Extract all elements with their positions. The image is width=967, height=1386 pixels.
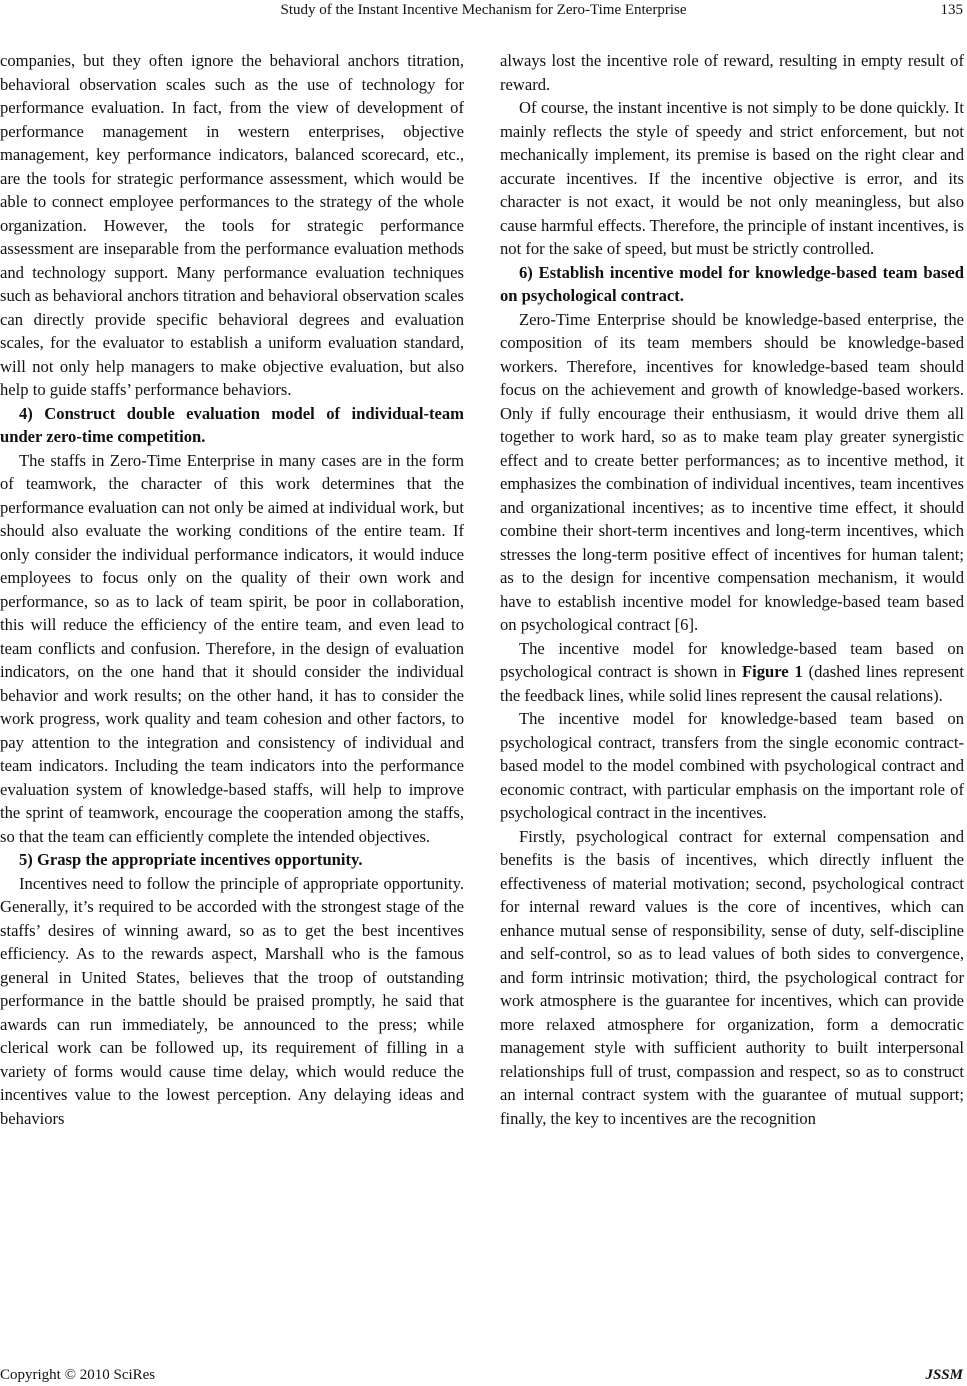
paragraph-continued-right: always lost the incentive role of reward, resulting in empty result of reward. [500,51,964,94]
page-number: 135 [940,2,963,18]
figure-ref-pre: The incentive model for knowledge-based team based on psychological contract is shown in [500,638,964,681]
section-heading-5: 5) Grasp the appropriate incentives opportunity. [19,850,363,869]
paragraph-model-transfer: The incentive model for knowledge-based team based on psychological contract, transfers from the single economic contract-based model to the model combined with psychological contract and economic contract, with particular emphasis on the important role of psychological contract in the incentives. [500,709,964,822]
figure-1-link[interactable]: Figure 1 [741,662,803,681]
paragraph-knowledge-team: Zero-Time Enterprise should be knowledge-based enterprise, the composition of its team members should be knowledge-based workers. Therefore, incentives for knowledge-based team should focus on the achievement and growth of knowledge-based workers. Only if fully encourage their enthusiasm, it would drive them all together to work hard, so as to make team play greater synergistic effect and to create better performances; as to incentive method, it emphasizes the combination of individual incentives, team incentives and organizational incentives; as to incentive time effect, it should combine their short-term incentives and long-term incentives, which stresses the long-term positive effect of incentives for human talent; as to the design for incentive compensation mechanism, it would have to establish incentive model for knowledge-based team based on psychological contract [6]. [500,309,964,634]
paragraph-instant-incentive: Of course, the instant incentive is not simply to be done quickly. It mainly reflects the style of speedy and strict enforcement, but not mechanically implement, its premise is based on the right clear and accurate incentives. If the incentive objective is error, and its character is not exact, it would be not only meaningless, but also cause harmful effects. Therefore, the principle of instant incentives, is not for the sake of speed, but must be strictly controlled. [500,98,964,258]
right-column [500,49,964,1130]
paragraph-team-evaluation: The staffs in Zero-Time Enterprise in many cases are in the form of teamwork, the character of this work determines that the performance evaluation can not only be aimed at individual work, but should also evaluate the working conditions of the entire team. If only consider the individual performance indicators, it would induce employees to focus only on the quality of their own work and performance, so as to lack of team spirit, be poor in collaboration, this will reduce the efficiency of the entire team, and even lead to team conflicts and confusion. Therefore, in the design of evaluation indicators, on the one hand that it should consider the individual behavior and work results; on the other hand, it has to consider the work progress, work quality and team cohesion and other factors, to pay attention to the integration and consistency of individual and team indicators. Including the team indicators into the performance evaluation system of knowledge-based staffs, will help to improve the sprint of teamwork, encourage the cooperation among the staffs, so that the team can efficiently complete the intended objectives. [0,450,464,846]
page-footer [0,1366,967,1386]
running-head [0,0,967,22]
paragraph-continued: companies, but they often ignore the behavioral anchors titration, behavioral observation scales such as the use of technology for performance evaluation. In fact, from the view of development of performance management in western enterprises, objective management, key performance indicators, balanced scorecard, etc., are the tools for strategic performance assessment, which would be able to connect employee performances to the strategy of the whole organization. However, the tools for strategic performance assessment are inseparable from the performance evaluation methods and technology support. Many performance evaluation techniques such as behavioral anchors titration and behavioral observation scales can directly provide specific behavioral degrees and evaluation scales, for the evaluator to establish a uniform evaluation standard, will not only help managers to make objective evaluation, but also help to guide staffs’ performance behaviors. [0,51,464,399]
section-heading-4: 4) Construct double evaluation model of individual-team under zero-time competition. [0,403,464,446]
journal-name: JSSM [925,1367,963,1383]
figure-ref-post: (dashed lines represent the feedback lines, while solid lines represent the causal relations). [500,662,964,705]
section-heading-6: 6) Establish incentive model for knowledge-based team based on psychological contract. [500,262,964,305]
paragraph-incentive-opportunity: Incentives need to follow the principle of appropriate opportunity. Generally, it’s required to be accorded with the strongest stage of the staffs’ desires of winning award, so as to get the best incentives efficiency. As to the rewards aspect, Marshall who is the famous general in United States, believes that the troop of outstanding performance in the battle should be praised promptly, he said that awards can run immediately, be announced to the press; while clerical work can be followed up, its requirement of filling in a variety of forms would cause time delay, which would reduce the incentives value to the lowest perception. Any delaying ideas and behaviors [0,873,464,1128]
left-column [0,49,464,1130]
copyright-notice: Copyright © 2010 SciRes [0,1367,156,1383]
paragraph-psychological-contract: Firstly, psychological contract for external compensation and benefits is the basis of incentives, which directly influent the effectiveness of material motivation; second, psychological contract for internal reward values is the core of incentives, which can enhance mutual sense of responsibility, sense of duty, self-discipline and self-control, so as to lead values of both sides to convergence, and form intrinsic motivation; third, the psychological contract for work atmosphere is the guarantee for incentives, which can provide more relaxed atmosphere for organization, form a democratic management style with sufficient authority to built interpersonal relationships full of trust, compassion and respect, so as to construct an internal contract system with the guarantee of mutual support; finally, the key to incentives are the recognition [500,826,964,1128]
paragraph-figure-reference [500,637,964,708]
running-head-title: Study of the Instant Incentive Mechanism for Zero-Time Enterprise [280,2,687,18]
